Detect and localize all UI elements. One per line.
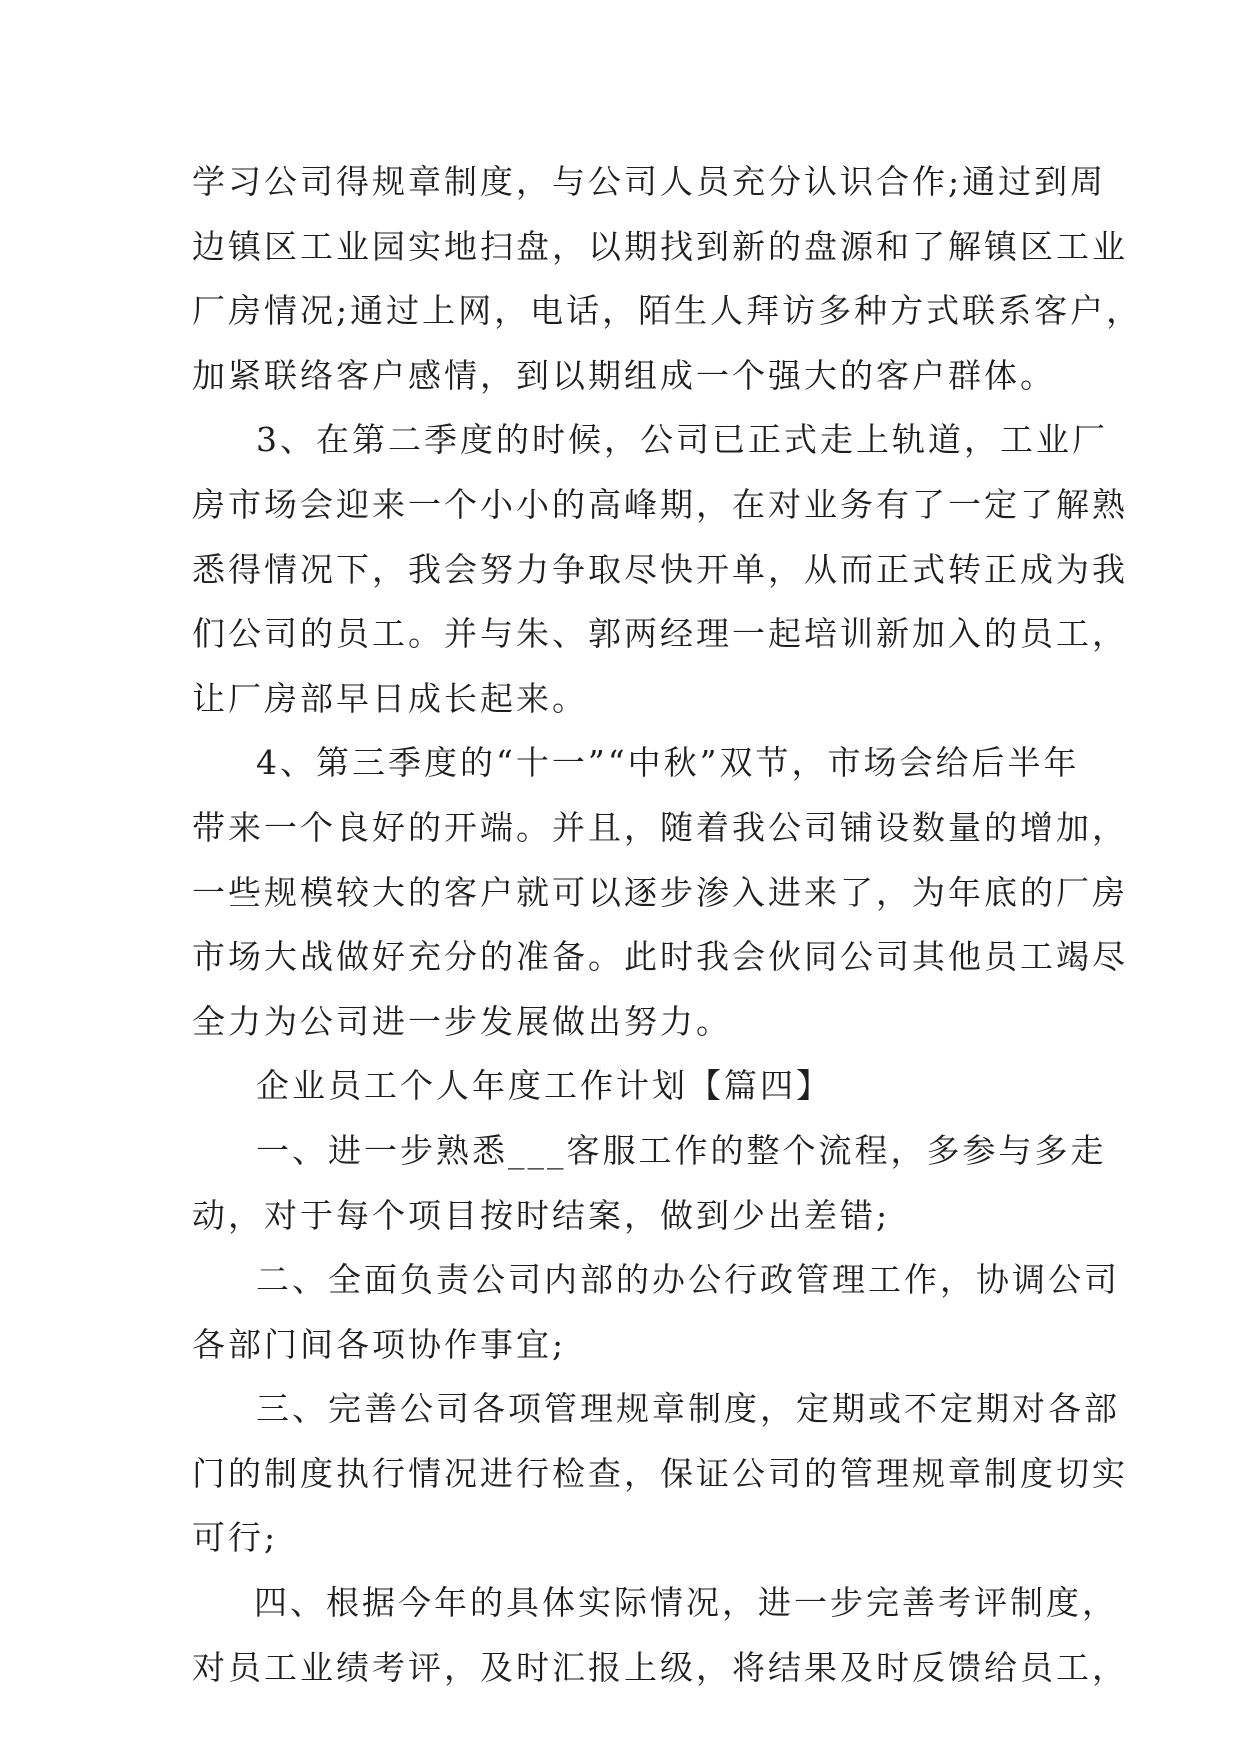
text-line: 边镇区工业园实地扫盘，以期找到新的盘源和了解镇区工业	[192, 226, 1128, 266]
text-line: 让厂房部早日成长起来。	[192, 678, 588, 718]
text-line: 4、第三季度的“十一”“中秋”双节，市场会给后半年	[256, 743, 1080, 783]
text-line: 二、全面负责公司内部的办公行政管理工作，协调公司	[256, 1260, 1120, 1300]
text-line: 厂房情况;通过上网，电话，陌生人拜访多种方式联系客户，	[192, 291, 1143, 331]
section-heading: 企业员工个人年度工作计划【篇四】	[256, 1066, 832, 1106]
text-line: 加紧联络客户感情，到以期组成一个强大的客户群体。	[192, 355, 1056, 395]
text-line: 对员工业绩考评，及时汇报上级，将结果及时反馈给员工，	[192, 1647, 1128, 1687]
text-line: 们公司的员工。并与朱、郭两经理一起培训新加入的员工，	[192, 614, 1128, 654]
text-line: 三、完善公司各项管理规章制度，定期或不定期对各部	[256, 1389, 1120, 1429]
text-line: 学习公司得规章制度，与公司人员充分认识合作;通过到周	[192, 162, 1107, 201]
text-line: 一些规模较大的客户就可以逐步渗入进来了，为年底的厂房	[192, 872, 1128, 912]
text-line: 悉得情况下，我会努力争取尽快开单，从而正式转正成为我	[192, 549, 1128, 589]
text-line: 动，对于每个项目按时结案，做到少出差错;	[192, 1195, 891, 1235]
text-line: 四、根据今年的具体实际情况，进一步完善考评制度，	[254, 1583, 1118, 1623]
text-line: 各部门间各项协作事宜;	[192, 1324, 567, 1364]
text-line: 可行;	[192, 1518, 279, 1558]
text-line: 3、在第二季度的时候，公司已正式走上轨道，工业厂	[256, 420, 1108, 460]
text-line: 市场大战做好充分的准备。此时我会伙同公司其他员工竭尽	[192, 937, 1128, 977]
text-line: 一、进一步熟悉___客服工作的整个流程，多参与多走	[256, 1130, 1107, 1170]
text-line: 房市场会迎来一个小小的高峰期，在对业务有了一定了解熟	[192, 484, 1128, 524]
text-line: 带来一个良好的开端。并且，随着我公司铺设数量的增加，	[192, 807, 1128, 847]
text-line: 门的制度执行情况进行检查，保证公司的管理规章制度切实	[192, 1453, 1128, 1493]
text-line: 全力为公司进一步发展做出努力。	[192, 1001, 732, 1041]
document-body	[192, 150, 1143, 1700]
